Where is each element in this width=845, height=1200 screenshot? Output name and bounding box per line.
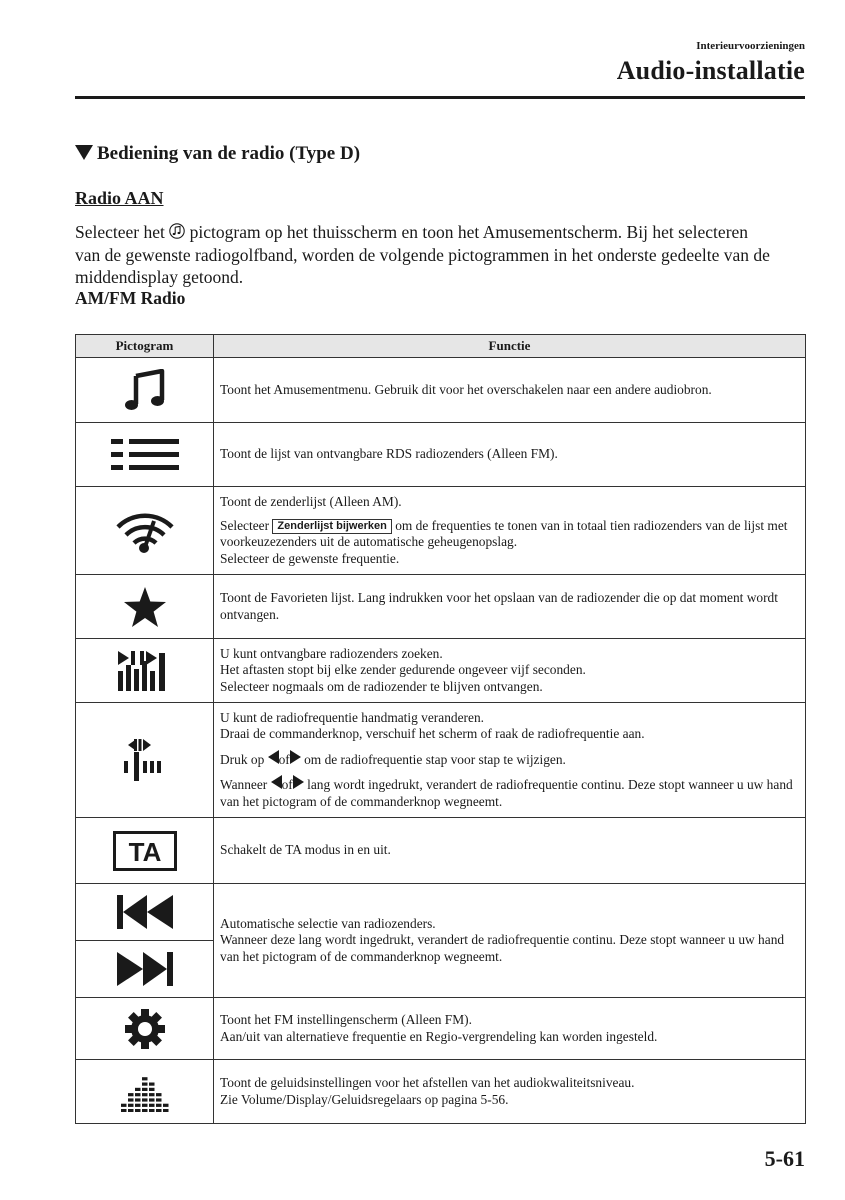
intro-text-start: Selecteer het [75,222,170,242]
skip-forward-icon [117,952,173,986]
column-header-function: Functie [214,335,806,358]
intro-text-rest: pictogram op het thuisscherm en toon het Amusementscherm. Bij het selecteren van de gewenste radiogolfband, worden de volgende pictogrammen in het onderste gedeelte van de middendisplay getoond. [75,222,770,287]
scan-button[interactable] [76,639,214,703]
table-row [76,703,806,818]
select-prefix: Selecteer [220,517,273,533]
function-text: Automatische selectie van radiozenders. [220,915,436,931]
function-cell [214,575,806,639]
table-row [76,818,806,884]
function-text: Draai de commanderknop, verschuif het scherm of raak de radiofrequentie aan. [220,726,645,742]
hold-prefix: Wanneer [220,777,271,793]
subsection-title: Radio AAN [75,188,164,208]
triangle-right-icon [290,750,301,764]
intro-paragraph [75,221,775,289]
triangle-left-icon [268,750,279,764]
music-note-button[interactable] [76,358,214,423]
favorites-button[interactable] [76,575,214,639]
function-text: U kunt de radiofrequentie handmatig veranderen. [220,709,484,725]
function-cell [214,884,806,998]
function-text: Selecteer de gewenste frequentie. [220,550,400,566]
function-cell [214,423,806,487]
table-row [76,884,806,941]
function-text: Schakelt de TA modus in en uit. [220,842,391,858]
star-icon [123,586,167,628]
radio-signal-icon [114,509,176,553]
function-text [220,750,799,769]
table-row [76,423,806,487]
press-prefix: Druk op [220,751,268,767]
function-text: Aan/uit van alternatieve frequentie en Regio-vergrendeling kan worden ingesteld. [220,1028,658,1044]
function-text: Toont de lijst van ontvangbare RDS radiozenders (Alleen FM). [220,446,558,462]
manual-tune-icon [124,739,166,781]
column-header-pictogram: Pictogram [76,335,214,358]
triangle-right-icon [293,775,304,789]
table-header-row [76,335,806,358]
function-text: Toont de Favorieten lijst. Lang indrukken voor het opslaan van de radiozender die op dat moment wordt ontvangen. [220,590,778,622]
function-cell [214,703,806,818]
function-cell [214,358,806,423]
section-title-text: Bediening van de radio (Type D) [97,143,361,164]
table-row [76,358,806,423]
station-list-button[interactable] [76,487,214,575]
manual-tune-button[interactable] [76,703,214,818]
select-suffix: om de frequenties te tonen van in totaal tien radiozenders van de lijst met voorkeuzezenders uit de automatische geheugenopslag. [220,517,788,549]
function-text [220,775,799,810]
function-cell [214,487,806,575]
function-text: Toont de zenderlijst (Alleen AM). [220,494,402,509]
band-label: AM/FM Radio [75,288,186,308]
function-text: Toont het FM instellingenscherm (Alleen FM). [220,1012,472,1027]
section-title [75,143,360,165]
equalizer-icon [121,1072,169,1112]
page-number: 5-61 [764,1146,805,1171]
chapter-label: Interieurvoorzieningen [696,40,805,52]
function-text [220,518,799,551]
table-row [76,575,806,639]
function-text: Toont het Amusementmenu. Gebruik dit voor het overschakelen naar een andere audiobron. [220,381,712,397]
pictogram-table [75,334,806,1124]
seek-forward-button[interactable] [76,941,214,998]
gear-icon [125,1009,165,1049]
skip-back-icon [117,895,173,929]
triangle-left-icon [271,775,282,789]
function-cell [214,998,806,1060]
list-icon [111,439,179,471]
table-row [76,487,806,575]
function-text: Het aftasten stopt bij elke zender gedurende ongeveer vijf seconden. [220,662,586,678]
function-text: Wanneer deze lang wordt ingedrukt, verandert de radiofrequentie continu. Deze stopt wanneer u uw hand van het pictogram of de commanderknop wegneemt. [220,932,785,964]
ta-button[interactable] [76,818,214,884]
triangle-down-icon [75,145,93,160]
or-text: of [278,751,290,767]
table-row [76,998,806,1060]
update-station-list-button[interactable]: Zenderlijst bijwerken [272,519,391,534]
table-row [76,639,806,703]
seek-back-button[interactable] [76,884,214,941]
function-text: U kunt ontvangbare radiozenders zoeken. [220,645,443,661]
hold-suffix: lang wordt ingedrukt, verandert de radiofrequentie continu. Deze stopt wanneer u uw hand van het pictogram of de commanderknop wegneemt. [220,777,793,809]
function-cell [214,639,806,703]
fm-settings-button[interactable] [76,998,214,1060]
or-text: of [281,777,293,793]
function-text: Selecteer nogmaals om de radiozender te blijven ontvangen. [220,678,543,694]
music-note-icon [123,369,167,411]
scan-icon [118,651,172,691]
page-title: Audio-installatie [616,56,805,85]
function-text: Toont de geluidsinstellingen voor het afstellen van het audiokwaliteitsniveau. [220,1075,635,1090]
ta-icon-label: TA [128,836,161,867]
list-button[interactable] [76,423,214,487]
table-row [76,1060,806,1124]
sound-settings-button[interactable] [76,1060,214,1124]
music-note-inline-icon [169,222,185,238]
function-cell [214,818,806,884]
header-divider [75,96,805,99]
function-cell [214,1060,806,1124]
press-suffix: om de radiofrequentie stap voor stap te wijzigen. [300,751,566,767]
function-text: Zie Volume/Display/Geluidsregelaars op pagina 5-56. [220,1091,509,1107]
ta-icon [113,831,177,871]
